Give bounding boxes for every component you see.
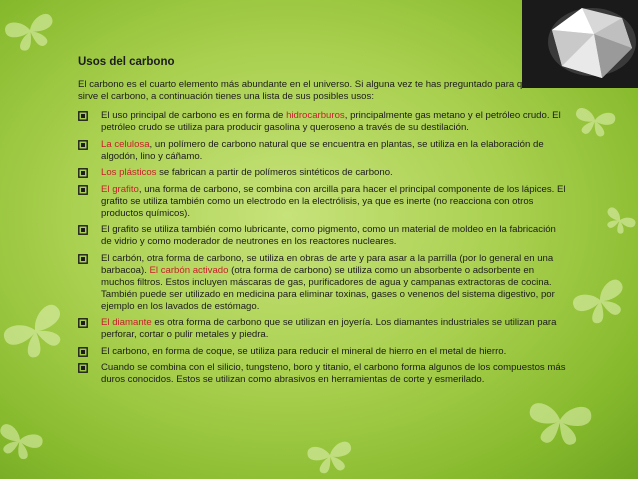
item-link[interactable]: La celulosa <box>101 138 150 150</box>
item-text: , principalmente gas metano y el petróleo crudo. El petróleo crudo se utiliza para producir gasolina y queroseno a través de su destilación. <box>101 110 561 133</box>
square-bullet-icon <box>78 111 88 121</box>
item-link[interactable]: hidrocarburos <box>286 110 345 121</box>
square-bullet-icon <box>78 168 88 178</box>
slide-title: Usos del carbono <box>78 56 175 68</box>
butterfly-icon <box>306 441 354 476</box>
butterfly-icon <box>573 107 616 139</box>
square-bullet-icon <box>78 363 88 373</box>
square-bullet-icon <box>78 185 88 195</box>
item-link[interactable]: El carbón activado <box>149 264 229 276</box>
butterfly-icon <box>571 277 633 330</box>
item-link[interactable]: El diamante <box>101 317 152 328</box>
list-item <box>78 224 568 248</box>
square-bullet-icon <box>78 225 88 235</box>
square-bullet-icon <box>78 318 88 328</box>
square-bullet-icon <box>78 254 88 264</box>
item-text: El grafito se utiliza también como lubricante, como pigmento, como un material de moldeo en la fabricación de vidrio y como moderador de neutrones en los reactores nucleares. <box>101 224 556 247</box>
square-bullet-icon <box>78 347 88 357</box>
list-item <box>78 167 568 179</box>
butterfly-icon <box>601 206 637 238</box>
list-item <box>78 362 568 386</box>
list-item <box>78 317 568 341</box>
item-link[interactable]: El grafito <box>101 183 139 195</box>
list-item <box>78 346 568 358</box>
item-text: El carbón, otra forma de carbono, se utiliza en obras de arte y para asar a la parrilla (por lo general en una barbacoa). <box>101 252 554 276</box>
square-bullet-icon <box>78 140 88 150</box>
butterfly-icon <box>1 302 74 367</box>
item-text: , una forma de carbono, se combina con arcilla para hacer el principal componente de los lápices. El grafito se utiliza también como un electrodo en la electrólisis, ya que es inerte (no reacciona con otros productos químicos). <box>101 183 566 219</box>
list-item <box>78 253 568 313</box>
item-text: (otra forma de carbono) se utiliza como un absorbente o adsorbente en muchos filtros. Estos incluyen máscaras de gas, purificadores de agua y campanas extractoras de cocina. También puede ser utilizado en medicina para eliminar toxinas, gases o venenos del sistema digestivo, por ejemplo en los lavados de estómago. <box>101 264 555 312</box>
list-item <box>78 139 568 163</box>
item-text: El carbono, en forma de coque, se utiliza para reducir el mineral de hierro en el metal de hierro. <box>101 345 507 357</box>
item-text: El uso principal de carbono es en forma de <box>101 110 287 121</box>
list-item <box>78 110 568 134</box>
intro-text: El carbono es el cuarto elemento más abundante en el universo. Si alguna vez te has preguntado para qué sirve el carbono, a continuación tienes una lista de sus posibles usos: <box>78 79 533 102</box>
item-link[interactable]: Los plásticos <box>101 167 157 178</box>
item-text: es otra forma de carbono que se utilizan en joyería. Los diamantes industriales se utilizan para perforar, cortar o pulir metales y piedra. <box>101 317 557 340</box>
item-text: Cuando se combina con el silicio, tungsteno, boro y titanio, el carbono forma algunos de los compuestos más duros conocidos. Estos se utilizan como abrasivos en herramientas de corte y esmerilado. <box>101 362 566 385</box>
diamond-photo-icon <box>522 0 638 88</box>
item-text: se fabrican a partir de polímeros sintéticos de carbono. <box>156 167 393 178</box>
list-item <box>78 184 568 220</box>
uses-list <box>78 110 568 391</box>
butterfly-icon <box>4 12 59 54</box>
butterfly-icon <box>0 422 44 463</box>
item-text: , un polímero de carbono natural que se encuentra en plantas, se utiliza en la elaboración de algodón, lino y cáñamo. <box>101 138 544 162</box>
butterfly-icon <box>527 402 592 446</box>
